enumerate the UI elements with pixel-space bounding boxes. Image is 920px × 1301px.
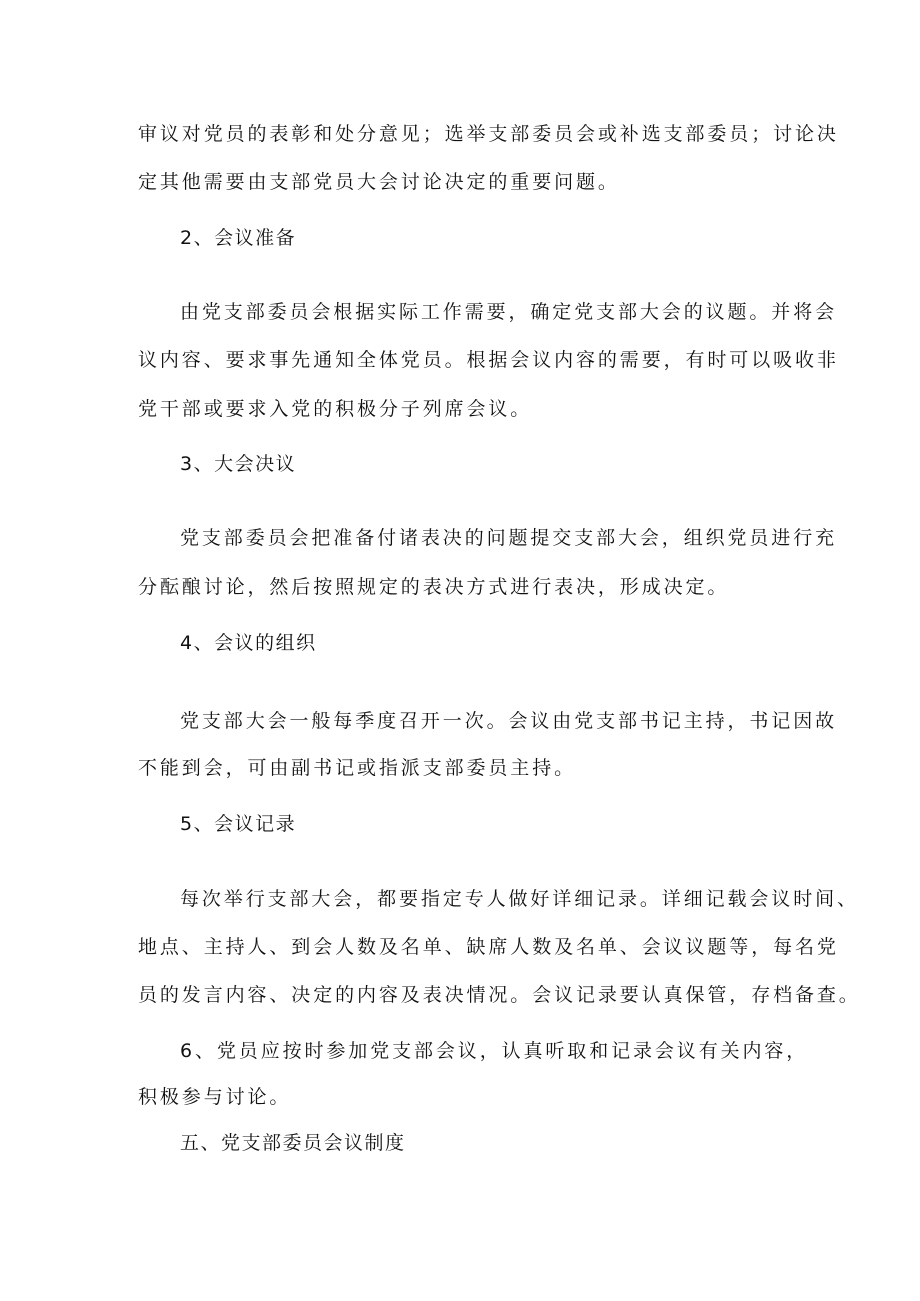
- section-5-line-1: 每次举行支部大会，都要指定专人做好详细记录。详细记载会议时间、: [180, 888, 859, 910]
- section-4-heading: 4、会议的组织: [180, 632, 317, 654]
- section-5-heading: 5、会议记录: [180, 813, 297, 835]
- section-6-line-1: 6、党员应按时参加党支部会议，认真听取和记录会议有关内容，: [180, 1040, 809, 1062]
- section-4-line-1: 党支部大会一般每季度召开一次。会议由党支部书记主持，书记因故: [180, 710, 838, 732]
- section-2-line-3: 党干部或要求入党的积极分子列席会议。: [138, 398, 533, 420]
- intro-line-2: 定其他需要由支部党员大会讨论决定的重要问题。: [138, 171, 620, 193]
- intro-line-1: 审议对党员的表彰和处分意见；选举支部委员会或补选支部委员；讨论决: [138, 123, 839, 145]
- section-5-line-2: 地点、主持人、到会人数及名单、缺席人数及名单、会议议题等，每名党: [138, 936, 839, 958]
- section-3-line-2: 分酝酿讨论，然后按照规定的表决方式进行表决，形成决定。: [138, 576, 730, 598]
- section-2-heading: 2、会议准备: [180, 227, 297, 249]
- section-2-line-1: 由党支部委员会根据实际工作需要，确定党支部大会的议题。并将会: [180, 301, 838, 323]
- section-4-line-2: 不能到会，可由副书记或指派支部委员主持。: [138, 757, 577, 779]
- section-2-line-2: 议内容、要求事先通知全体党员。根据会议内容的需要，有时可以吸收非: [138, 349, 839, 371]
- section-3-heading: 3、大会决议: [180, 453, 297, 475]
- section-3-line-1: 党支部委员会把准备付诸表决的问题提交支部大会，组织党员进行充: [180, 527, 838, 549]
- section-6-line-2: 积极参与讨论。: [138, 1086, 292, 1108]
- section-5-line-3: 员的发言内容、决定的内容及表决情况。会议记录要认真保管，存档备查。: [138, 984, 861, 1006]
- next-section-heading: 五、党支部委员会议制度: [180, 1132, 406, 1154]
